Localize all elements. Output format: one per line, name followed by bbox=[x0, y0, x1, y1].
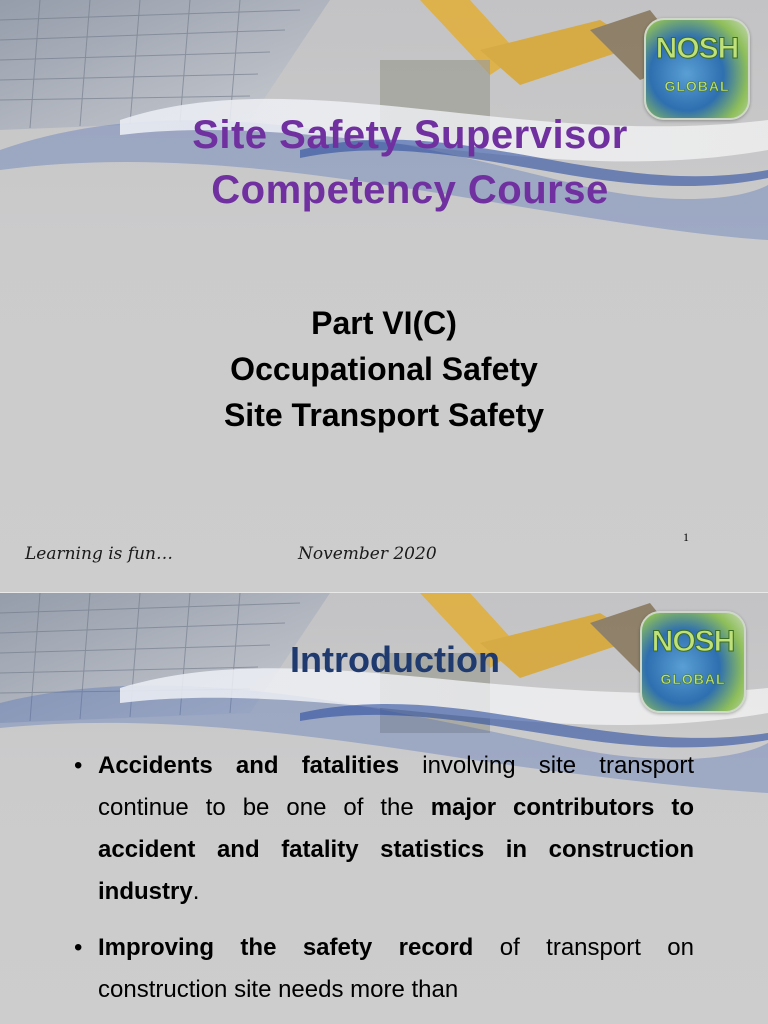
topic-line: Occupational Safety bbox=[230, 351, 538, 387]
logo-text-bottom: GLOBAL bbox=[664, 78, 730, 94]
slide-heading: Introduction bbox=[290, 639, 500, 680]
subtopic-line: Site Transport Safety bbox=[223, 397, 545, 433]
bullet-bold-text: Improving the safety record bbox=[98, 934, 474, 961]
course-title-line2: Competency Course bbox=[211, 168, 609, 212]
company-logo bbox=[640, 611, 746, 713]
logo-text-top: NOSH bbox=[655, 32, 739, 65]
footer-date: November 2020 bbox=[298, 544, 437, 564]
logo-text-bottom: GLOBAL bbox=[660, 671, 726, 687]
course-title-line1: Site Safety Supervisor bbox=[192, 113, 628, 157]
footer-tagline: Learning is fun… bbox=[25, 544, 173, 564]
bullet-list bbox=[74, 745, 694, 1024]
bullet-item bbox=[74, 745, 694, 913]
company-logo bbox=[644, 18, 750, 120]
logo-text-top: NOSH bbox=[651, 625, 735, 658]
bullet-bold-text: major contributors to accident and fatality statistics in construction industry bbox=[98, 794, 694, 905]
bullet-text: . bbox=[192, 878, 200, 905]
bullet-item bbox=[74, 927, 694, 1011]
page-number: 1 bbox=[683, 530, 689, 544]
part-label: Part VI(C) bbox=[311, 305, 457, 341]
bullet-bold-text: Accidents and fatalities bbox=[98, 752, 400, 779]
bullet-text: of transport on construction site needs more than bbox=[98, 934, 694, 1003]
introduction-slide bbox=[0, 593, 768, 1024]
bullet-text: involving site transport continue to be one of the bbox=[98, 752, 695, 821]
